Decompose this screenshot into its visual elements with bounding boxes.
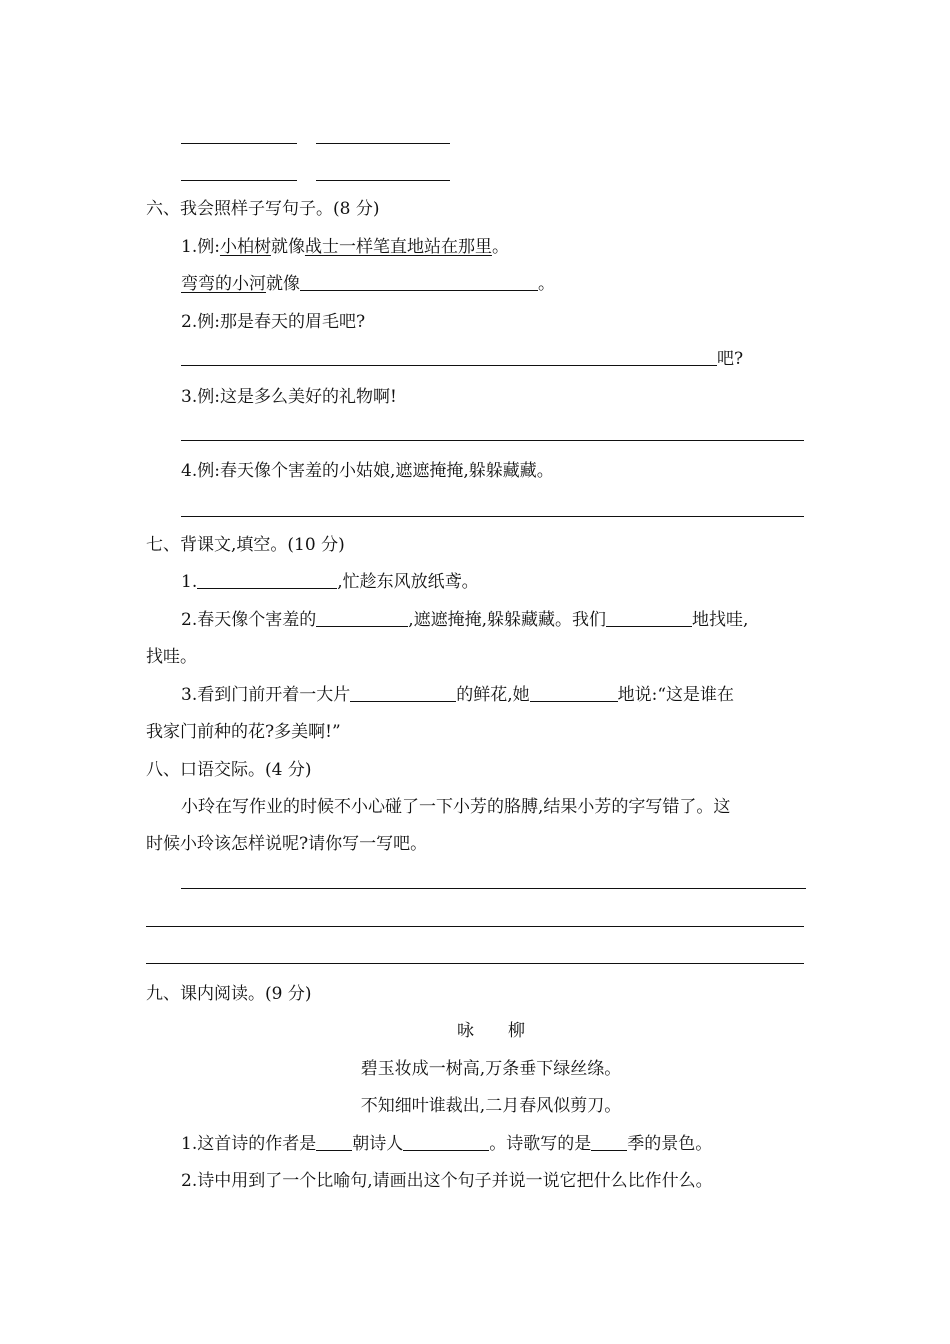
s6-q1-example [181,235,509,259]
section-6-heading: 六、我会照样子写句子。(8 分) [146,199,380,219]
s9-q1 [181,1132,712,1156]
s8-prompt-line2: 时候小玲该怎样说呢?请你写一写吧。 [146,834,428,854]
s7-q2-line1 [181,608,748,632]
s7-q3-blank-2[interactable] [530,683,618,702]
s6-q1-blank[interactable] [300,272,538,291]
s8-answer-line-3[interactable] [146,963,804,964]
section-7-heading: 七、背课文,填空。(10 分) [146,535,345,555]
s6-q2-blank[interactable] [181,347,717,366]
s9-q1-blank-poet[interactable] [403,1132,489,1151]
s6-q1-end: 。 [491,237,509,257]
s9-q1-part-a: 1.这首诗的作者是 [181,1134,317,1154]
s7-q2-line2: 找哇。 [146,647,197,667]
s6-q1-subject: 小柏树 [219,237,271,257]
answer-line[interactable] [181,143,297,144]
s7-q2-blank-1[interactable] [316,608,408,627]
s7-q3-part-b: 的鲜花,她 [456,685,530,705]
s7-q1-num: 1. [181,572,198,592]
s9-q1-part-b: 朝诗人 [352,1134,404,1154]
s7-q3-part-a: 3.看到门前开着一大片 [181,685,351,705]
s7-q1-rest: ,忙趁东风放纸鸢。 [337,572,479,592]
poem-title: 咏 柳 [457,1021,525,1041]
s7-q1-blank[interactable] [197,570,337,589]
poem-line-2: 不知细叶谁裁出,二月春风似剪刀。 [360,1096,622,1116]
s7-q3-blank-1[interactable] [350,683,456,702]
s7-q2-part-a: 2.春天像个害羞的 [181,610,317,630]
s6-q1-fill-connector: 就像 [266,274,300,294]
s8-answer-line-1[interactable] [181,888,806,889]
answer-line[interactable] [181,180,297,181]
s6-q4-answer-line[interactable] [181,516,804,517]
s6-q1-fill-end: 。 [538,274,555,294]
s6-q1-predicate: 战士一样笔直地站在那里 [304,237,492,257]
answer-line[interactable] [316,180,450,181]
s7-q1 [181,570,479,594]
s9-q1-blank-dynasty[interactable] [316,1132,352,1151]
s7-q2-part-c: 地找哇, [692,610,749,630]
s6-q1-fill-subject: 弯弯的小河 [181,274,266,294]
s6-q2-fill [181,347,743,371]
s6-q2-example: 2.例:那是春天的眉毛吧? [181,312,366,332]
s9-q1-part-c: 。诗歌写的是 [489,1134,592,1154]
s8-prompt-line1: 小玲在写作业的时候不小心碰了一下小芳的胳膊,结果小芳的字写错了。这 [181,797,731,817]
s7-q3-part-c: 地说:“这是谁在 [617,685,735,705]
s7-q2-blank-2[interactable] [606,608,692,627]
answer-line[interactable] [316,143,450,144]
s7-q3-line1 [181,683,734,707]
s6-q1-connector: 就像 [270,237,305,257]
poem-line-1: 碧玉妆成一树高,万条垂下绿丝绦。 [360,1059,622,1079]
s7-q2-part-b: ,遮遮掩掩,躲躲藏藏。我们 [408,610,607,630]
s6-q3-example: 3.例:这是多么美好的礼物啊! [181,387,397,407]
section-9-heading: 九、课内阅读。(9 分) [146,984,312,1004]
s6-q3-answer-line[interactable] [181,440,804,441]
section-8-heading: 八、口语交际。(4 分) [146,760,312,780]
s9-q1-blank-season[interactable] [591,1132,627,1151]
s8-answer-line-2[interactable] [146,926,804,927]
s6-q4-example: 4.例:春天像个害羞的小姑娘,遮遮掩掩,躲躲藏藏。 [181,461,554,481]
s9-q1-part-d: 季的景色。 [627,1134,713,1154]
s6-q2-end: 吧? [717,349,744,369]
s6-q1-fill [181,272,555,296]
s6-q1-num: 1.例: [181,237,220,257]
s9-q2: 2.诗中用到了一个比喻句,请画出这个句子并说一说它把什么比作什么。 [181,1171,713,1191]
s7-q3-line2: 我家门前种的花?多美啊!” [146,722,341,742]
